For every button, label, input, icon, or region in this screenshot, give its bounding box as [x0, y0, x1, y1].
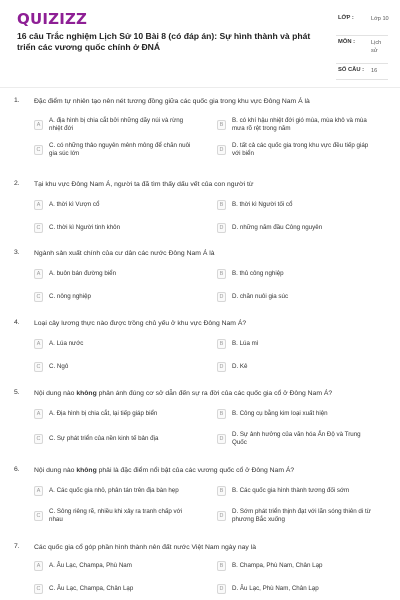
question-number: 2.	[14, 180, 20, 187]
option-c[interactable]	[34, 218, 194, 238]
meta-value: Lịch sử	[371, 40, 382, 54]
option-text: B. Lúa mì	[232, 340, 259, 348]
option-c[interactable]	[34, 140, 194, 160]
worksheet-title: 16 câu Trắc nghiệm Lịch Sử 10 Bài 8 (có đáp án): Sự hình thành và phát triển các vương quốc chính ở ĐNÁ	[17, 31, 311, 52]
option-letter-box: B	[217, 486, 226, 496]
option-c[interactable]	[34, 287, 194, 307]
meta-row-count	[336, 64, 388, 80]
question-number: 4.	[14, 319, 20, 326]
option-a[interactable]	[34, 556, 194, 576]
question-number: 5.	[14, 389, 20, 396]
worksheet-header	[0, 0, 400, 86]
option-letter-box: A	[34, 486, 43, 496]
option-letter-box: D	[217, 434, 226, 444]
option-b[interactable]	[217, 334, 377, 354]
question-text: Loại cây lương thực nào được trồng chủ yếu ở khu vực Đông Nam Á?	[34, 320, 247, 327]
option-text: D. tất cả các quốc gia trong khu vực đều tiếp giáp với biển	[232, 142, 369, 157]
option-letter-box: D	[217, 145, 226, 155]
option-text: B. Các quốc gia hình thành tương đối sớm	[232, 487, 350, 495]
option-text: D. những năm đầu Công nguyên	[232, 224, 323, 232]
option-text: A. Lúa nước	[49, 340, 84, 348]
option-text: C. thời kì Người tinh khôn	[49, 224, 121, 232]
option-text: B. thủ công nghiệp	[232, 270, 284, 278]
meta-key: SỐ CÂU :	[338, 67, 365, 73]
option-text: A. địa hình bị chia cắt bởi những dãy núi và rừng nhiệt đới	[49, 117, 184, 132]
option-b[interactable]	[217, 195, 377, 215]
option-letter-box: A	[34, 409, 43, 419]
option-d[interactable]	[217, 429, 377, 449]
option-letter-box: C	[34, 584, 43, 594]
option-text: A. buôn bán đường biển	[49, 270, 117, 278]
option-text: A. Địa hình bị chia cắt, lại tiếp giáp biển	[49, 410, 158, 418]
option-letter-box: B	[217, 269, 226, 279]
option-letter-box: D	[217, 584, 226, 594]
header-divider	[0, 87, 400, 88]
question-text: Tại khu vực Đông Nam Á, người ta đã tìm thấy dấu vết của con người từ	[34, 181, 254, 188]
option-letter-box: B	[217, 120, 226, 130]
option-b[interactable]	[217, 264, 377, 284]
option-text: C. có những thảo nguyên mênh mông để chăn nuôi gia súc lớn	[49, 142, 191, 157]
option-d[interactable]	[217, 218, 377, 238]
option-letter-box: C	[34, 362, 43, 372]
meta-row-subject	[336, 36, 388, 64]
option-b[interactable]	[217, 481, 377, 501]
option-letter-box: B	[217, 200, 226, 210]
option-letter-box: A	[34, 120, 43, 130]
option-a[interactable]	[34, 404, 194, 424]
option-letter-box: B	[217, 409, 226, 419]
option-text: B. Champa, Phù Nam, Chân Lạp	[232, 562, 323, 570]
option-d[interactable]	[217, 357, 377, 377]
option-a[interactable]	[34, 481, 194, 501]
option-b[interactable]	[217, 404, 377, 424]
option-text: D. Âu Lạc, Phù Nam, Chân Lạp	[232, 585, 319, 593]
option-text: A. Các quốc gia nhỏ, phân tán trên địa bàn hẹp	[49, 487, 179, 495]
option-letter-box: C	[34, 223, 43, 233]
option-text: C. Âu Lạc, Champa, Chân Lạp	[49, 585, 134, 593]
option-text: B. có khí hậu nhiệt đới gió mùa, mùa khô và mùa mưa rõ rệt trong năm	[232, 117, 367, 132]
meta-key: MÔN :	[338, 39, 356, 45]
option-letter-box: A	[34, 200, 43, 210]
option-c[interactable]	[34, 579, 194, 599]
meta-row-class	[336, 12, 388, 36]
option-letter-box: D	[217, 511, 226, 521]
option-letter-box: A	[34, 339, 43, 349]
option-letter-box: A	[34, 561, 43, 571]
option-letter-box: C	[34, 434, 43, 444]
option-a[interactable]	[34, 264, 194, 284]
option-d[interactable]	[217, 287, 377, 307]
option-text: C. Sự phát triển của nền kinh tế bản địa	[49, 435, 159, 443]
option-letter-box: A	[34, 269, 43, 279]
option-letter-box: C	[34, 292, 43, 302]
option-letter-box: D	[217, 292, 226, 302]
question-text: Ngành sản xuất chính của cư dân các nước Đông Nam Á là	[34, 250, 215, 257]
option-d[interactable]	[217, 506, 377, 526]
option-a[interactable]	[34, 334, 194, 354]
option-text: A. Âu Lạc, Champa, Phù Nam	[49, 562, 132, 570]
option-a[interactable]	[34, 195, 194, 215]
option-text: D. chăn nuôi gia súc	[232, 293, 289, 301]
question-number: 7.	[14, 543, 20, 550]
quizizz-logo[interactable]: QUIZIZZ	[17, 10, 88, 28]
option-letter-box: C	[34, 511, 43, 521]
meta-panel	[336, 12, 388, 80]
option-text: B. Công cụ bằng kim loại xuất hiện	[232, 410, 328, 418]
question-number: 3.	[14, 249, 20, 256]
option-d[interactable]	[217, 579, 377, 599]
option-letter-box: B	[217, 339, 226, 349]
option-b[interactable]	[217, 556, 377, 576]
option-a[interactable]	[34, 115, 194, 135]
option-c[interactable]	[34, 357, 194, 377]
option-b[interactable]	[217, 115, 377, 135]
question-text: Nội dung nào không phải là đặc điểm nổi bật của các vương quốc cổ ở Đông Nam Á?	[34, 467, 295, 474]
question-number: 6.	[14, 466, 20, 473]
meta-value: Lớp 10	[371, 16, 389, 22]
option-text: C. Sông riêng rẽ, nhiều khi xảy ra tranh chấp với nhau	[49, 508, 183, 523]
question-number: 1.	[14, 97, 20, 104]
option-text: B. thời kì Người tối cổ	[232, 201, 293, 209]
meta-value: 16	[371, 68, 378, 74]
option-letter-box: D	[217, 223, 226, 233]
meta-key: LỚP :	[338, 15, 354, 21]
option-text: D. Sự ảnh hưởng của văn hóa Ấn Độ và Trung Quốc	[232, 431, 361, 446]
option-text: C. Ngô	[49, 363, 69, 371]
option-text: D. Kê	[232, 363, 248, 371]
option-text: A. thời kì Vượn cổ	[49, 201, 100, 209]
option-text: C. nông nghiệp	[49, 293, 91, 301]
option-letter-box: C	[34, 145, 43, 155]
option-d[interactable]	[217, 140, 377, 160]
question-text: Các quốc gia cổ góp phần hình thành nên đất nước Việt Nam ngày nay là	[34, 544, 257, 551]
option-letter-box: D	[217, 362, 226, 372]
option-c[interactable]	[34, 429, 194, 449]
option-text: D. Sớm phát triển thịnh đạt với lãn sóng thiên di từ phương Bắc xuống	[232, 508, 371, 523]
option-c[interactable]	[34, 506, 194, 526]
question-text: Nội dung nào không phản ánh đúng cơ sở dẫn đến sự ra đời của các quốc gia cổ ở Đông Nam Á?	[34, 390, 333, 397]
option-letter-box: B	[217, 561, 226, 571]
question-text: Đặc điểm tự nhiên tạo nên nét tương đồng giữa các quốc gia trong khu vực Đông Nam Á là	[34, 98, 310, 105]
